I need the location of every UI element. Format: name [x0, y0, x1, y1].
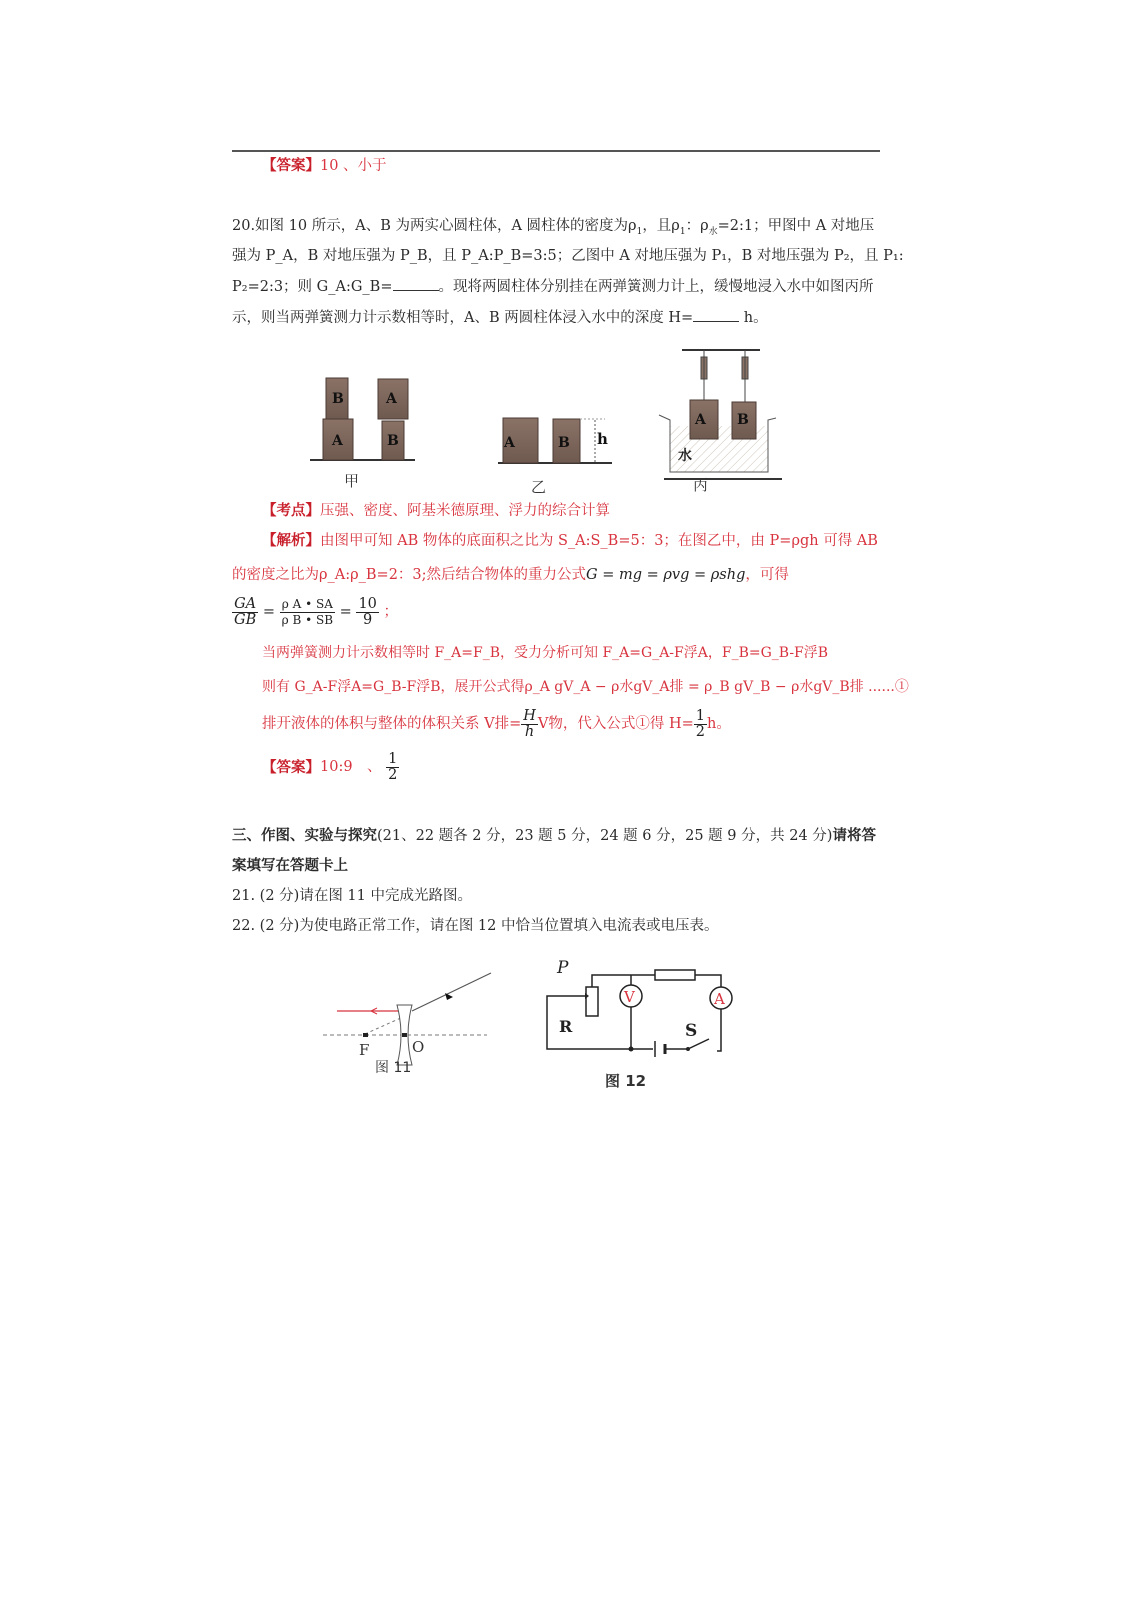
svg-text:A: A [695, 412, 706, 428]
figure-yi [498, 418, 612, 463]
section-3-title-line-2: 案填写在答题卡上 [232, 857, 348, 874]
q20-line-3: P₂=2:3；则 G_A:G_B= 。现将两圆柱体分别挂在两弹簧测力计上，缓慢地浸入水中如图丙所 [232, 279, 874, 295]
caption-jia: 甲 [344, 472, 360, 490]
question-22: 22. (2 分)为使电路正常工作，请在图 12 中恰当位置填入电流表或电压表。 [232, 918, 719, 934]
q20-line-4: 示，则当两弹簧测力计示数相等时，A、B 两圆柱体浸入水中的深度 H= h。 [232, 310, 768, 326]
answer-label: 【答案】 [262, 157, 320, 174]
svg-text:A: A [386, 391, 397, 407]
figure-12 [535, 945, 735, 1065]
svg-text:O: O [412, 1038, 425, 1056]
kaodian-line: 【考点】压强、密度、阿基米德原理、浮力的综合计算 [262, 502, 610, 519]
q20-line-1: 20.如图 10 所示，A、B 为两实心圆柱体，A 圆柱体的密度为$\rho_1$，且$\rho_1$：$\rho_水=2:1$；甲图中 A 对地压 [232, 218, 875, 237]
jiexi-line-expand: 则有 G_A-F浮A=G_B-F浮B，展开公式得ρ_A gV_A − ρ水gV_A排 = ρ_B gV_B − ρ水gV_B排 ......① [262, 679, 909, 695]
svg-text:S: S [685, 1021, 698, 1041]
svg-text:B: B [558, 435, 570, 451]
arrow-icon [445, 993, 453, 1000]
jiexi-line-1: 【解析】由图甲可知 AB 物体的底面积之比为 S_A:S_B=5：3；在图乙中，由 P=ρgh 可得 AB [262, 532, 878, 549]
final-answer: 【答案】10:9 、 $\frac{1}{2}$ [262, 751, 398, 783]
svg-text:R: R [559, 1017, 573, 1036]
svg-text:F: F [359, 1041, 370, 1059]
svg-text:A: A [332, 433, 343, 449]
jiexi-line-equal: 当两弹簧测力计示数相等时 F_A=F_B，受力分析可知 F_A=G_A-F浮A，F_B=G_B-F浮B [262, 645, 829, 661]
q20-line-2: 强为 P_A，B 对地压强为 P_B，且 P_A:P_B=3:5；乙图中 A 对地压强为 P₁，B 对地压强为 P₂，且 P₁: [232, 248, 904, 264]
svg-text:B: B [387, 433, 399, 449]
figure-jia [310, 378, 415, 460]
answer-blank-h [693, 309, 739, 322]
answer-blank-ga-gb [393, 278, 439, 291]
jiexi-line-2: 的密度之比为ρ_A:ρ_B=2：3;然后结合物体的重力公式G = mg = ρvg = ρshg，可得 [232, 567, 789, 583]
svg-text:B: B [737, 412, 749, 428]
svg-text:A: A [714, 990, 725, 1008]
caption-yi: 乙 [531, 478, 547, 496]
section-3-title: 三、作图、实验与探究(21、22 题各 2 分，23 题 5 分，24 题 6 分，25 题 9 分，共 24 分)请将答 [232, 827, 876, 844]
figure-11-caption: 图 11 [375, 1060, 412, 1076]
figure-bing [659, 350, 782, 479]
answer-value: 10 、小于 [320, 158, 387, 174]
header-rule [232, 150, 880, 152]
svg-text:V: V [624, 988, 635, 1006]
question-21: 21. (2 分)请在图 11 中完成光路图。 [232, 888, 472, 904]
svg-text:水: 水 [678, 448, 692, 464]
caption-bing: 丙 [693, 476, 709, 494]
svg-text:h: h [597, 430, 608, 448]
resistor [655, 970, 695, 980]
svg-text:P: P [557, 958, 569, 978]
svg-text:B: B [332, 391, 344, 407]
figure-12-caption: 图 12 [605, 1072, 647, 1090]
jiexi-line-volume: 排开液体的体积与整体的体积关系 V排= $\frac{H}{h}$ V物，代入公式①得 H= $\frac{1}{2}$ h。 [262, 708, 731, 740]
svg-text:A: A [504, 435, 515, 451]
ratio-formula: $\frac{GA}{GB}$ = $\frac{\text{ρ A • SA}}{\text{ρ B • SB}}$ = $\frac{10}{9}$ ； [234, 596, 398, 628]
previous-answer [262, 156, 387, 176]
